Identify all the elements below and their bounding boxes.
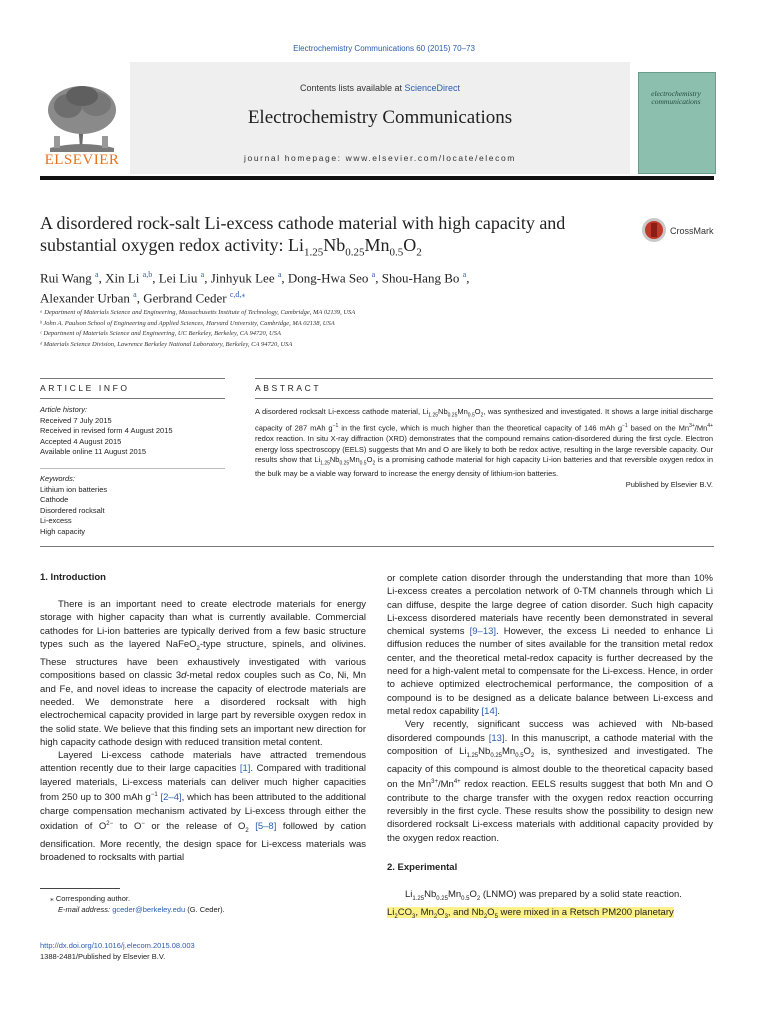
author-affiliation-marker[interactable]: a xyxy=(277,270,282,279)
keyword: Li-excess xyxy=(40,516,72,525)
journal-title: Electrochemistry Communications xyxy=(247,107,513,128)
history-entry: Received in revised form 4 August 2015 xyxy=(40,426,173,435)
contents-line: Contents lists available at ScienceDirect xyxy=(299,83,461,93)
doi-block: http://dx.doi.org/10.1016/j.elecom.2015.08.003 1388-2481/Published by Elsevier B.V. xyxy=(40,941,195,961)
header-divider xyxy=(40,176,714,180)
author-name: Shou-Hang Bo xyxy=(381,270,463,286)
abstract-rule-mid xyxy=(255,398,713,399)
author-name: Alexander Urban xyxy=(40,290,134,306)
introduction-heading: 1. Introduction xyxy=(40,572,106,583)
history-entry: Available online 11 August 2015 xyxy=(40,447,147,456)
keyword: Lithium ion batteries xyxy=(40,484,108,494)
keyword: Disordered rocksalt xyxy=(40,505,105,515)
author-name: Lei Liu xyxy=(158,270,201,286)
footnote: ⁎ Corresponding author. E-mail address: gceder@berkeley.edu (G. Ceder). xyxy=(50,894,225,914)
crossmark-icon[interactable] xyxy=(640,215,720,245)
author-name: Jinhyuk Lee xyxy=(210,270,278,286)
abstract-heading: ABSTRACT xyxy=(255,383,322,393)
affiliation-line: ᶜ Department of Materials Science and Engineering, UC Berkeley, Berkeley, CA 94720, USA xyxy=(40,330,281,337)
keyword: High capacity xyxy=(40,526,86,536)
author-name: Dong-Hwa Seo xyxy=(287,270,372,286)
journal-homepage: journal homepage: www.elsevier.com/locate/elecom xyxy=(244,153,516,163)
author-affiliation-marker[interactable]: a xyxy=(371,270,376,279)
article-history: Article history: Received 7 July 2015 Received in revised form 4 August 2015 Accepted 4 August 2015 Available online 11 August 2015 xyxy=(40,405,220,458)
info-rule-keywords xyxy=(40,468,225,469)
experimental-text: $Li_{1.25}Nb_{0.25}Mn_{0.5}O_2$ (LNMO) was prepared by a solid state reaction. $Li_2CO_3$, $Mn_2O_3$, and $Nb_2O_5$ were mixed in a Retsch PM200 planetary xyxy=(387,889,682,921)
author-email-link[interactable]: gceder@berkeley.edu xyxy=(112,905,186,914)
article-info-heading: ARTICLE INFO xyxy=(40,383,130,393)
journal-cover-image[interactable] xyxy=(638,72,716,174)
doi-link[interactable]: http://dx.doi.org/10.1016/j.elecom.2015.08.003 xyxy=(40,941,195,950)
author-affiliation-marker[interactable]: a xyxy=(95,270,99,279)
author-name: Xin Li xyxy=(105,270,143,286)
author-name: Gerbrand Ceder xyxy=(143,290,230,306)
author-affiliation-marker[interactable]: a xyxy=(462,270,467,279)
published-by: Published by Elsevier B.V. xyxy=(625,479,713,489)
journal-reference[interactable]: Electrochemistry Communications 60 (2015) 70–73 xyxy=(293,44,475,53)
author-affiliation-marker[interactable]: c,d,⁎ xyxy=(229,290,246,300)
history-entry: Received 7 July 2015 xyxy=(40,415,112,425)
author-list: Rui Wang $^a$, Xin Li $^{a,b}$, Lei Liu $^a$, Jinhyuk Lee $^a$, Dong-Hwa Seo $^a$, Shou-Hang Bo $^a$, Alexander Urban $^a$, Gerbrand Ceder $^{c,d,⁎}$ xyxy=(40,270,470,306)
author-affiliation-marker[interactable]: a xyxy=(200,270,205,279)
svg-text:CrossMark: CrossMark xyxy=(670,226,714,236)
affiliation-line: ᵃ Department of Materials Science and Engineering, Massachusetts Institute of Technology, Cambridge, MA 02139, USA xyxy=(40,309,356,316)
article-title: A disordered rock-salt Li-excess cathode material with high capacity and substantial oxygen redox activity: $Li_{1.25}Nb_{0.25}Mn_{0.5}O_2$ xyxy=(40,213,566,259)
experimental-heading: 2. Experimental xyxy=(387,862,458,873)
history-entry: Accepted 4 August 2015 xyxy=(40,436,122,446)
info-rule-mid xyxy=(40,398,225,399)
introduction-text-continued: or complete cation disorder through the understanding that more than 10% Li-excess creates a percolation network of 0-TM channels through which Li can diffuse, despite the large degree of cation disorder. Such high capacity Li-excess disordered materials have recently been demonstrated in several chemical systems [9–13]. However, the excess Li needed to enhance Li diffusion reduces the number of sites available for the transition metal redox center, and the theoretical metal-redox capacity is further decreased by the need for a high-valent metal to compensate for the Li-excess. Hence, in order to achieve optimized electrochemical performance, the composition of a compound is to be designed as a delicate balance between Li-excess and metal redox capability [14]. Very recently, significant success was achieved with Nb-based disordered compounds [13]. In this manuscript, a cathode material with the composition of $Li_{1.25}Nb_{0.25}Mn_{0.5}O_2$ is, synthesized and investigated. The capacity of this compound is almost double to the theoretical capacity based on the $Mn^{3+}/Mn^{4+}$ redox reaction. EELS results suggest that both Mn and O contribute to the charge transfer with the oxygen redox reaction occurring reversibly in the first cycle. These results show the possibility to design new disordered rocksalt Li-excess materials with additional capacity provided by the oxygen redox reaction. xyxy=(387,573,713,844)
info-rule-top xyxy=(40,378,225,379)
journal-cover-title: electrochemistry communications xyxy=(651,89,701,106)
elsevier-wordmark: ELSEVIER xyxy=(44,152,120,168)
author-name: Rui Wang xyxy=(40,270,96,286)
affiliations xyxy=(40,308,640,350)
affiliation-line: ᵈ Materials Science Division, Lawrence Berkeley National Laboratory, Berkeley, CA 94720, USA xyxy=(40,340,293,348)
keyword: Cathode xyxy=(40,495,69,504)
sciencedirect-link[interactable]: ScienceDirect xyxy=(404,83,461,93)
affiliation-line: ᵇ John A. Paulson School of Engineering and Applied Sciences, Harvard University, Cambridge, MA 02138, USA xyxy=(40,319,335,327)
abstract-text: A disordered rocksalt Li-excess cathode material, $Li_{1.25}Nb_{0.25}Mn_{0.5}O_2$, was synthesized and investigated. It shows a large initial discharge capacity of 287 mAh $g^{-1}$ in the first cycle, which is much higher than the theoretical capacity of 146 mAh $g^{-1}$ based on the $Mn^{3+}/Mn^{4+}$ redox reaction. In situ X-ray diffraction (XRD) demonstrates that the compound remains cation-disordered during the first cycle. Electron energy loss spectroscopy (EELS) suggests that Mn and O are likely to both be redox active, resulting in the large reversible capacity. Our results show that $Li_{1.25}Nb_{0.25}Mn_{0.5}O_2$ is a promising cathode material for high capacity Li-ion batteries and that reversible oxygen redox in the bulk may be a viable way forward to increase the energy density of lithium-ion batteries. Published by Elsevier B.V. xyxy=(255,407,713,489)
abstract-rule-bottom xyxy=(40,546,714,547)
abstract-rule-top xyxy=(255,378,713,379)
keywords: Keywords: Lithium ion batteries Cathode Disordered rocksalt Li-excess High capacity xyxy=(40,474,220,537)
author-affiliation-marker[interactable]: a,b xyxy=(142,270,153,279)
footnote-rule xyxy=(40,888,120,889)
introduction-text: There is an important need to create electrode materials for energy storage with higher capacity than what is currently available. Commercial cathodes for Li-ion batteries are typically derived from a few basic structure types such as the layered NaFeO$_2$-type structure, spinels, and olivines. These structures have been exhaustively investigated with various compositions based on classic 3d-metal redox couples such as Co, Ni, Mn and Fe, and novel ideas to increase the capacity of electrode materials are needed. We demonstrate here a disordered rocksalt with high electrochemical capacity provided in large part by reversible oxygen redox in the solid state. We believe that this finding sets an important new direction for high capacity cathode design with reduced transition metal content. Layered Li-excess cathode materials have attracted tremendous attention recently due to their large capacities [1]. Compared with traditional layered materials, Li-excess materials can deliver much higher capacities from 250 up to 300 mAh $g^{-1}$ [2–4], which has been attributed to the additional charge compensation mechanism activated by Li-excess through either the oxidation of $O^{2-}$ to O− or the release of $O_2$ [5–8] followed by cation densification. More recently, the design space for Li-excess materials was broadened to rocksalts with partial xyxy=(40,599,367,864)
author-affiliation-marker[interactable]: a xyxy=(133,290,137,300)
